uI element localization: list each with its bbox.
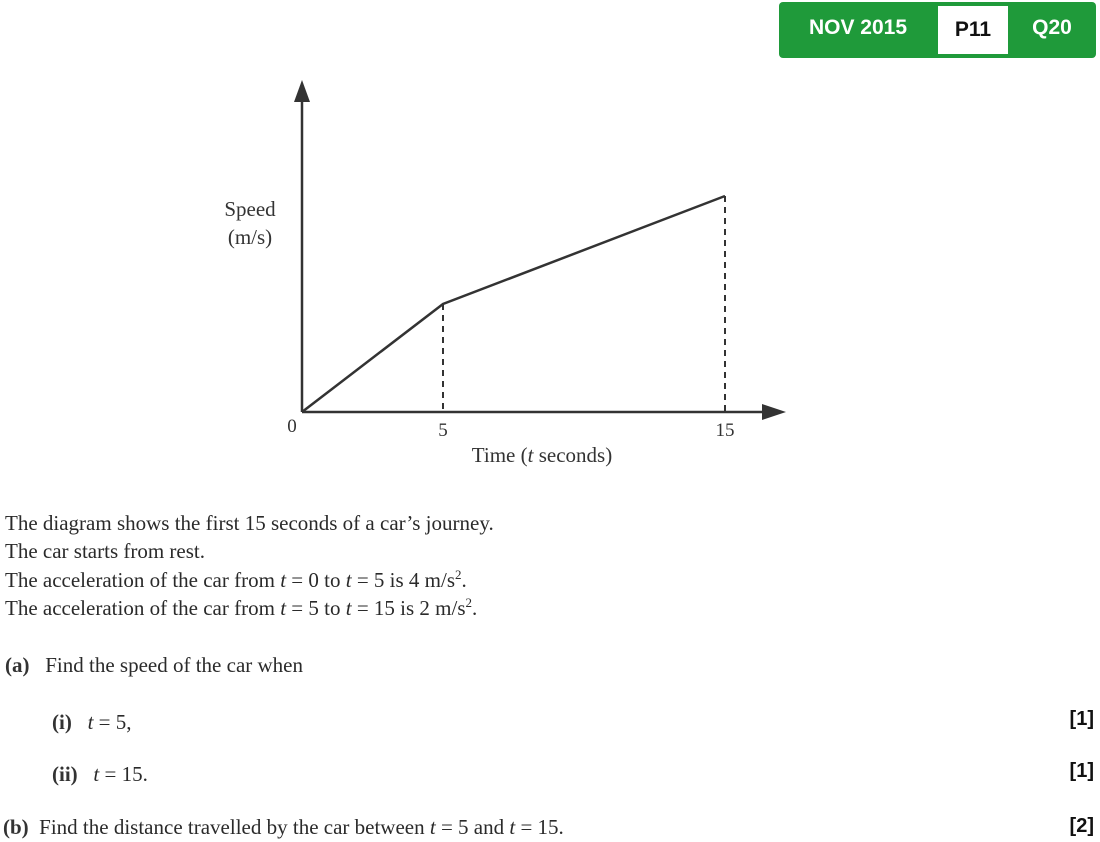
- speed-time-graph: [0, 0, 800, 480]
- exam-date: NOV 2015: [808, 16, 908, 39]
- question-reference-badge: [779, 2, 1096, 58]
- part-a-ii: (ii) t = 15.: [52, 762, 148, 786]
- body-line-2: The car starts from rest.: [5, 539, 206, 563]
- body-line-1: The diagram shows the first 15 seconds of a car’s journey.: [5, 511, 494, 535]
- y-axis-label-line2: (m/s): [227, 225, 273, 249]
- y-axis-label-line1: Speed: [224, 197, 276, 221]
- paper-number: P11: [938, 6, 1008, 54]
- part-a-i: (i) t = 5,: [52, 710, 132, 734]
- part-a: [5, 653, 303, 678]
- x-tick-label-15: 15: [715, 420, 735, 441]
- origin-label: 0: [287, 416, 297, 437]
- x-axis-arrow-icon: [762, 404, 786, 420]
- y-axis-arrow-icon: [294, 80, 310, 102]
- body-line-4: The acceleration of the car from t = 5 to t = 15 is 2 $m/s^2$.: [5, 595, 478, 620]
- speed-line: [302, 196, 725, 412]
- marks-a-i: [1]: [1069, 708, 1094, 730]
- body-line-3: The acceleration of the car from t = 0 to t = 5 is 4 $m/s^2$.: [5, 567, 467, 592]
- marks-b: [2]: [1069, 815, 1094, 837]
- question-number: Q20: [1032, 16, 1072, 39]
- x-axis-label: Time (t seconds): [471, 443, 613, 467]
- part-a-text: Find the speed of the car when: [45, 653, 304, 677]
- part-a-label: (a): [5, 653, 30, 677]
- part-b: (b) Find the distance travelled by the car between t = 5 and t = 15.: [3, 815, 564, 839]
- marks-a-ii: [1]: [1069, 760, 1094, 782]
- x-tick-label-5: 5: [438, 420, 448, 441]
